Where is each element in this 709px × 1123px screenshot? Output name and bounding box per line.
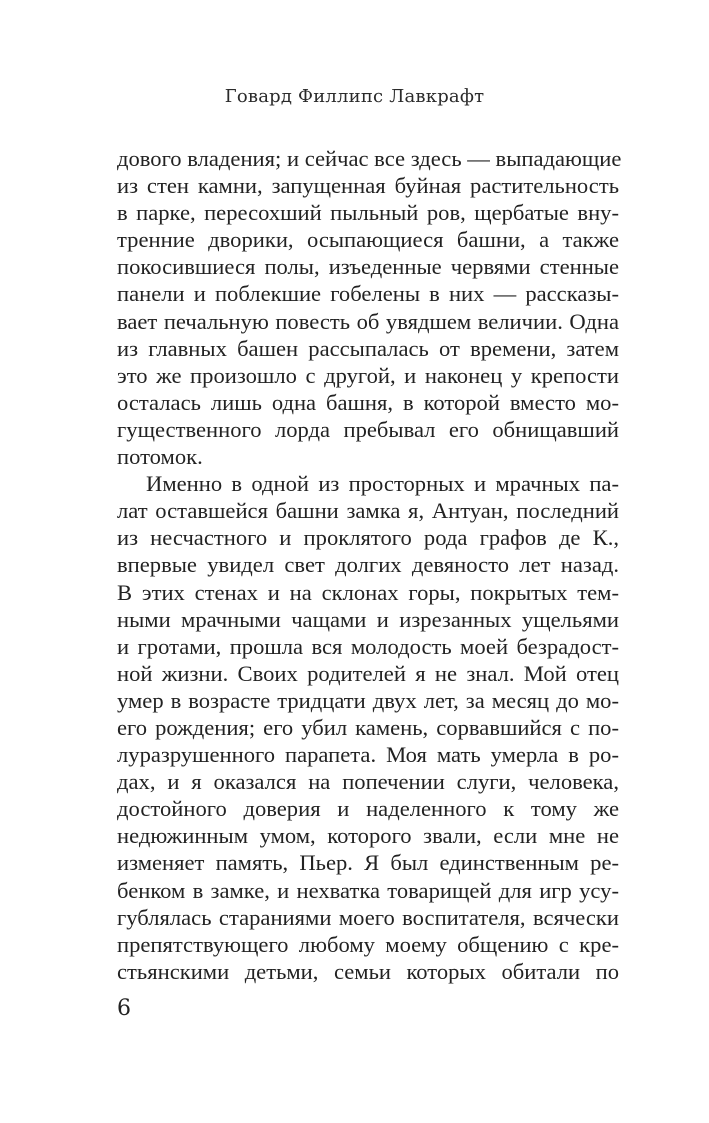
text-line: впервые увидел свет долгих девяносто лет назад. <box>117 552 619 578</box>
text-line: и гротами, прошла вся молодость моей безрадост- <box>117 633 619 659</box>
text-line: луразрушенного парапета. Моя мать умерла в ро- <box>117 742 619 768</box>
text-line: тренние дворики, осыпающиеся башни, а также <box>117 227 619 253</box>
text-line: гущественного лорда пребывал его обнищавший <box>117 416 619 442</box>
page-number: 6 <box>117 996 131 1021</box>
text-line: ной жизни. Своих родителей я не знал. Мой отец <box>117 660 619 686</box>
text-line: недюжинным умом, которого звали, если мне не <box>117 823 619 849</box>
text-line: из несчастного и проклятого рода графов де К., <box>117 525 619 551</box>
text-line: это же произошло с другой, и наконец у крепости <box>117 362 619 388</box>
text-line: покосившиеся полы, изъеденные червями стенные <box>117 254 619 280</box>
text-line: дового владения; и сейчас все здесь — выпадающие <box>117 146 622 171</box>
text-line: бенком в замке, и нехватка товарищей для игр усу- <box>117 877 619 903</box>
text-line: дах, и я оказался на попечении слуги, человека, <box>117 769 619 795</box>
text-line: умер в возрасте тридцати двух лет, за месяц до мо- <box>117 687 619 713</box>
text-line: изменяет память, Пьер. Я был единственным ре- <box>117 850 619 876</box>
text-line: В этих стенах и на склонах горы, покрытых тем- <box>117 579 619 605</box>
text-line: потомок. <box>117 444 203 470</box>
body-text <box>117 145 622 985</box>
running-head-author: Говард Филлипс Лавкрафт <box>224 86 485 107</box>
paragraph <box>117 145 622 470</box>
text-line: из главных башен рассыпалась от времени, затем <box>117 335 619 361</box>
text-line: лат оставшейся башни замка я, Антуан, последний <box>117 498 619 524</box>
text-line: вает печальную повесть об увядшем величии. Одна <box>117 308 619 334</box>
text-line: панели и поблекшие гобелены в них — рассказы- <box>117 281 619 307</box>
text-line: ными мрачными чащами и изрезанных ущельями <box>117 606 619 632</box>
text-line: его рождения; его убил камень, сорвавшийся с по- <box>117 714 619 740</box>
text-line: гублялась стараниями моего воспитателя, всячески <box>117 904 619 930</box>
text-line: в парке, пересохший пыльный ров, щербатые вну- <box>117 200 619 226</box>
paragraph <box>117 470 619 985</box>
text-line: стьянскими детьми, семьи которых обитали по <box>117 958 619 984</box>
text-line: достойного доверия и наделенного к тому же <box>117 796 619 822</box>
text-line: препятствующего любому моему общению с кре- <box>117 931 619 957</box>
text-line: осталась лишь одна башня, в которой вместо мо- <box>117 389 619 415</box>
text-line: Именно в одной из просторных и мрачных па- <box>146 471 619 497</box>
text-line: из стен камни, запущенная буйная растительность <box>117 173 619 199</box>
